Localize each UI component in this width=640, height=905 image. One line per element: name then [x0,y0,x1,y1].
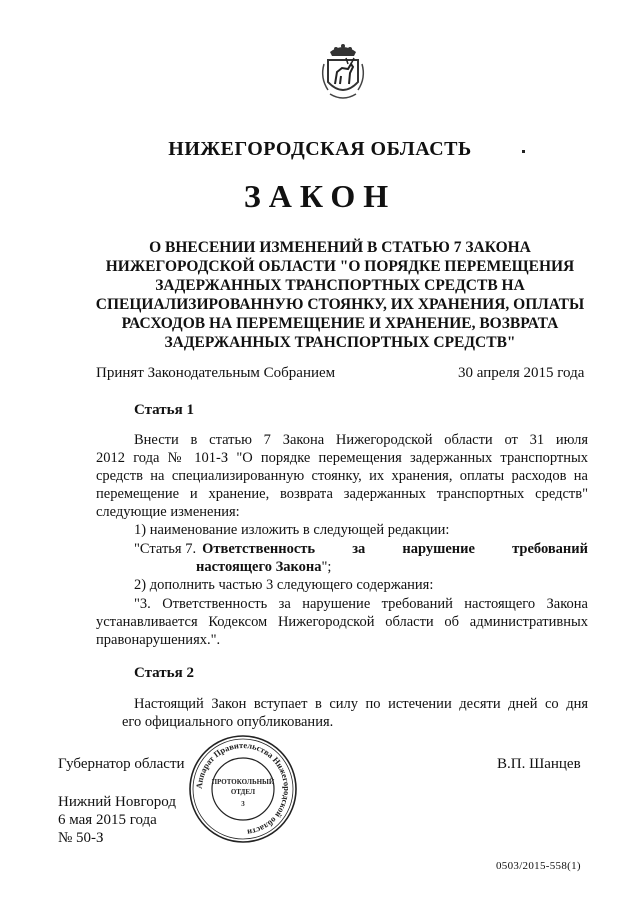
document-type-heading: ЗАКОН [243,178,397,214]
paragraph-line: следующие изменения: [96,504,240,520]
quote-bold-line [202,540,588,558]
paragraph-line: устанавливается Кодексом Нижегородской области об административных [96,614,588,630]
amendment-item-1: 1) наименование изложить в следующей редакции: [134,522,450,538]
paragraph-line: средств на специализированную стоянку, их хранения, оплаты расходов на [96,468,588,484]
law-title-line: ЗАДЕРЖАННЫХ ТРАНСПОРТНЫХ СРЕДСТВ НА [155,277,525,294]
scan-speck [522,150,525,153]
official-stamp [188,734,298,844]
law-title-line: РАСХОДОВ НА ПЕРЕМЕЩЕНИЕ И ХРАНЕНИЕ, ВОЗВРАТА [121,315,559,332]
paragraph-line: Настоящий Закон вступает в силу по истечении десяти дней со дня [134,696,588,712]
stamp-center-line: ПРОТОКОЛЬНЫЙ [211,778,275,786]
stamp-ring-text: Аппарат Правительства Нижегородской области [193,739,293,838]
quote-word: нарушение [402,541,475,557]
article-2-text [96,695,588,731]
quote-suffix: "; [321,559,332,575]
law-title-line: СПЕЦИАЛИЗИРОВАННУЮ СТОЯНКУ, ИХ ХРАНЕНИЯ, ОПЛАТЫ [95,296,585,313]
article-1-intro [96,431,588,521]
adopted-by-text: Принят Законодательным Собранием [96,365,336,381]
law-title-line: О ВНЕСЕНИИ ИЗМЕНЕНИЙ В СТАТЬЮ 7 ЗАКОНА [149,239,531,256]
document-registration-code: 0503/2015-558(1) [496,860,581,872]
stamp-center-number: 3 [241,800,245,808]
amendment-item-1-quote [134,540,588,576]
paragraph-line: 2012 года № 101-З "О порядке перемещения задержанных транспортных [96,450,588,466]
adoption-date: 30 апреля 2015 года [458,365,585,381]
quote-line [134,540,588,558]
quote-bold-text: настоящего Закона [196,559,322,575]
quote-word: Ответственность [202,541,316,557]
quote-word: требований [512,541,588,557]
coat-of-arms-emblem [318,40,368,102]
signing-date: 6 мая 2015 года [58,812,157,828]
city-name: Нижний Новгород [58,794,176,810]
law-title [90,238,590,352]
article-2-heading: Статья 2 [134,665,194,681]
signing-place-date [58,793,176,847]
quote-line [134,558,588,576]
law-title-line: НИЖЕГОРОДСКОЙ ОБЛАСТИ "О ПОРЯДКЕ ПЕРЕМЕЩЕНИЯ [105,258,575,275]
quote-prefix: "Статья 7. [134,541,197,557]
governor-label: Губернатор области [58,756,185,772]
paragraph-line: "3. Ответственность за нарушение требований настоящего Закона [134,596,588,612]
paragraph-line: Внести в статью 7 Закона Нижегородской области от 31 июля [134,432,588,448]
amendment-item-2: 2) дополнить частью 3 следующего содержания: [134,577,434,593]
law-number: № 50-З [58,830,104,846]
stamp-center-line: ОТДЕЛ [230,788,256,796]
region-heading: НИЖЕГОРОДСКАЯ ОБЛАСТЬ [168,138,472,160]
paragraph-line: перемещение и хранение, возврата задержанных транспортных средств" [96,486,588,502]
quote-word: за [352,541,366,557]
amendment-item-2-text [96,595,588,649]
governor-name: В.П. Шанцев [497,756,581,772]
paragraph-line: его официального опубликования. [122,714,334,730]
law-title-line: ЗАДЕРЖАННЫХ ТРАНСПОРТНЫХ СРЕДСТВ" [164,334,516,351]
paragraph-line: правонарушениях.". [96,632,221,648]
article-1-heading: Статья 1 [134,402,194,418]
